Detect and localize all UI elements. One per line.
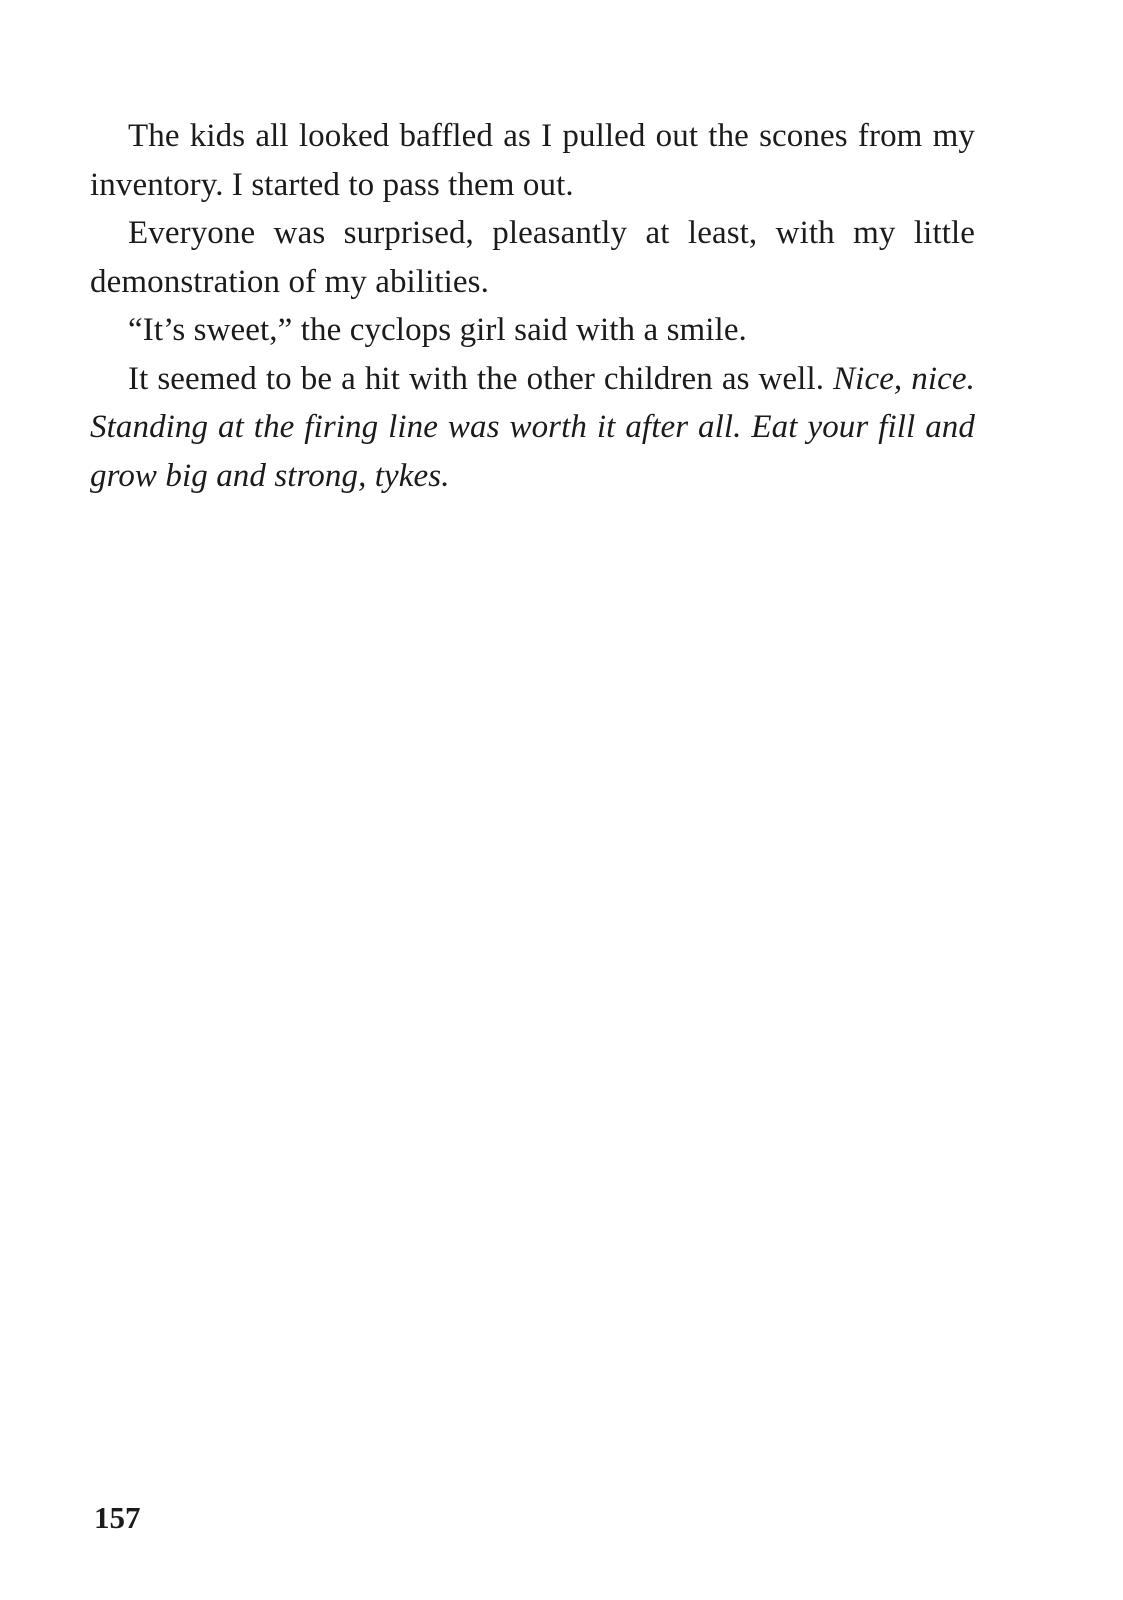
paragraph-3: “It’s sweet,” the cyclops girl said with a smile. — [128, 312, 747, 348]
page-number: 157 — [94, 1500, 141, 1535]
paragraph-1: The kids all looked baffled as I pulled out the scones from my inventory. I started to pass them out. — [90, 118, 975, 203]
paragraph-4-roman-text: It seemed to be a hit with the other children as well. — [128, 360, 834, 397]
paragraph-4-italic-monologue: Nice, nice. Standing at the firing line was worth it after all. Eat your fill and grow big and strong, tykes. — [90, 360, 975, 494]
paragraph-4 — [90, 355, 975, 501]
paragraph-2: Everyone was surprised, pleasantly at least, with my little demonstration of my abilities. — [90, 215, 975, 300]
body-text — [90, 112, 975, 500]
